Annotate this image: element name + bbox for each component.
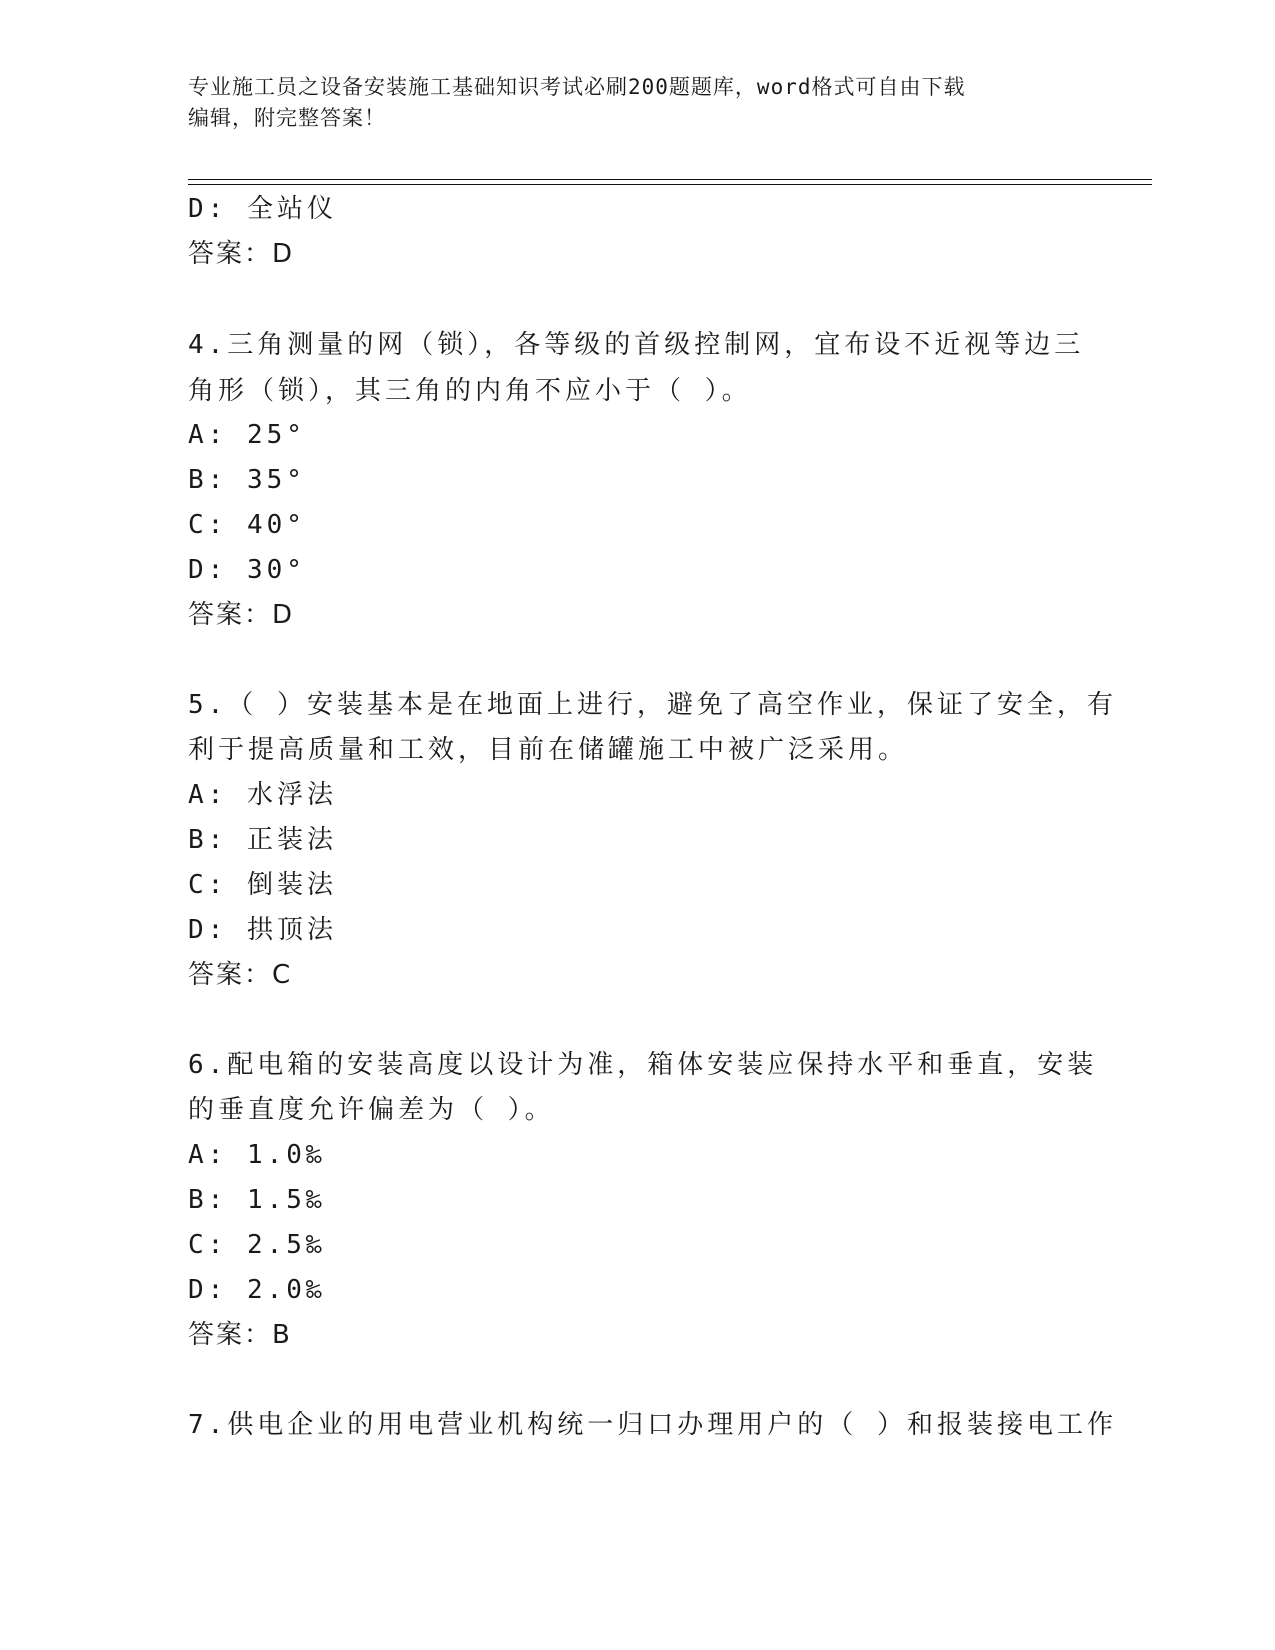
q5-option-a: A: 水浮法 bbox=[188, 780, 337, 810]
header-divider-top bbox=[188, 179, 1152, 180]
q6-option-d: D: 2.0‰ bbox=[188, 1275, 326, 1305]
q4-option-a: A: 25° bbox=[188, 420, 306, 450]
q3-option-d: D: 全站仪 bbox=[188, 194, 337, 224]
q4-answer: 答案：D bbox=[188, 600, 295, 630]
q6-option-a: A: 1.0‰ bbox=[188, 1140, 326, 1170]
q6-answer: 答案：B bbox=[188, 1320, 292, 1350]
q6-option-c: C: 2.5‰ bbox=[188, 1230, 326, 1260]
q6-stem-line2: 的垂直度允许偏差为（ ）。 bbox=[188, 1095, 555, 1125]
q6-stem-line1: 6.配电箱的安装高度以设计为准，箱体安装应保持水平和垂直，安装 bbox=[188, 1050, 1098, 1080]
header-title-line2: 编辑，附完整答案！ bbox=[188, 106, 386, 130]
q4-option-c: C: 40° bbox=[188, 510, 306, 540]
q5-option-d: D: 拱顶法 bbox=[188, 915, 337, 945]
q4-option-d: D: 30° bbox=[188, 555, 306, 585]
q5-stem-line1: 5.（ ）安装基本是在地面上进行，避免了高空作业，保证了安全，有 bbox=[188, 690, 1117, 720]
q5-stem-line2: 利于提高质量和工效，目前在储罐施工中被广泛采用。 bbox=[188, 735, 909, 765]
header-title-line1: 专业施工员之设备安装施工基础知识考试必刷200题题库，word格式可自由下载 bbox=[188, 75, 966, 99]
q6-option-b: B: 1.5‰ bbox=[188, 1185, 326, 1215]
document-header bbox=[188, 72, 1088, 134]
q3-answer: 答案：D bbox=[188, 239, 295, 269]
header-divider-bottom bbox=[188, 184, 1152, 185]
q4-option-b: B: 35° bbox=[188, 465, 306, 495]
q5-option-c: C: 倒装法 bbox=[188, 870, 337, 900]
q5-answer: 答案：C bbox=[188, 960, 293, 990]
q5-option-b: B: 正装法 bbox=[188, 825, 337, 855]
q7-stem-line1: 7.供电企业的用电营业机构统一归口办理用户的（ ）和报装接电工作 bbox=[188, 1410, 1117, 1440]
q4-stem-line1: 4.三角测量的网（锁），各等级的首级控制网，宜布设不近视等边三 bbox=[188, 330, 1085, 360]
q4-stem-line2: 角形（锁），其三角的内角不应小于（ ）。 bbox=[188, 376, 752, 406]
